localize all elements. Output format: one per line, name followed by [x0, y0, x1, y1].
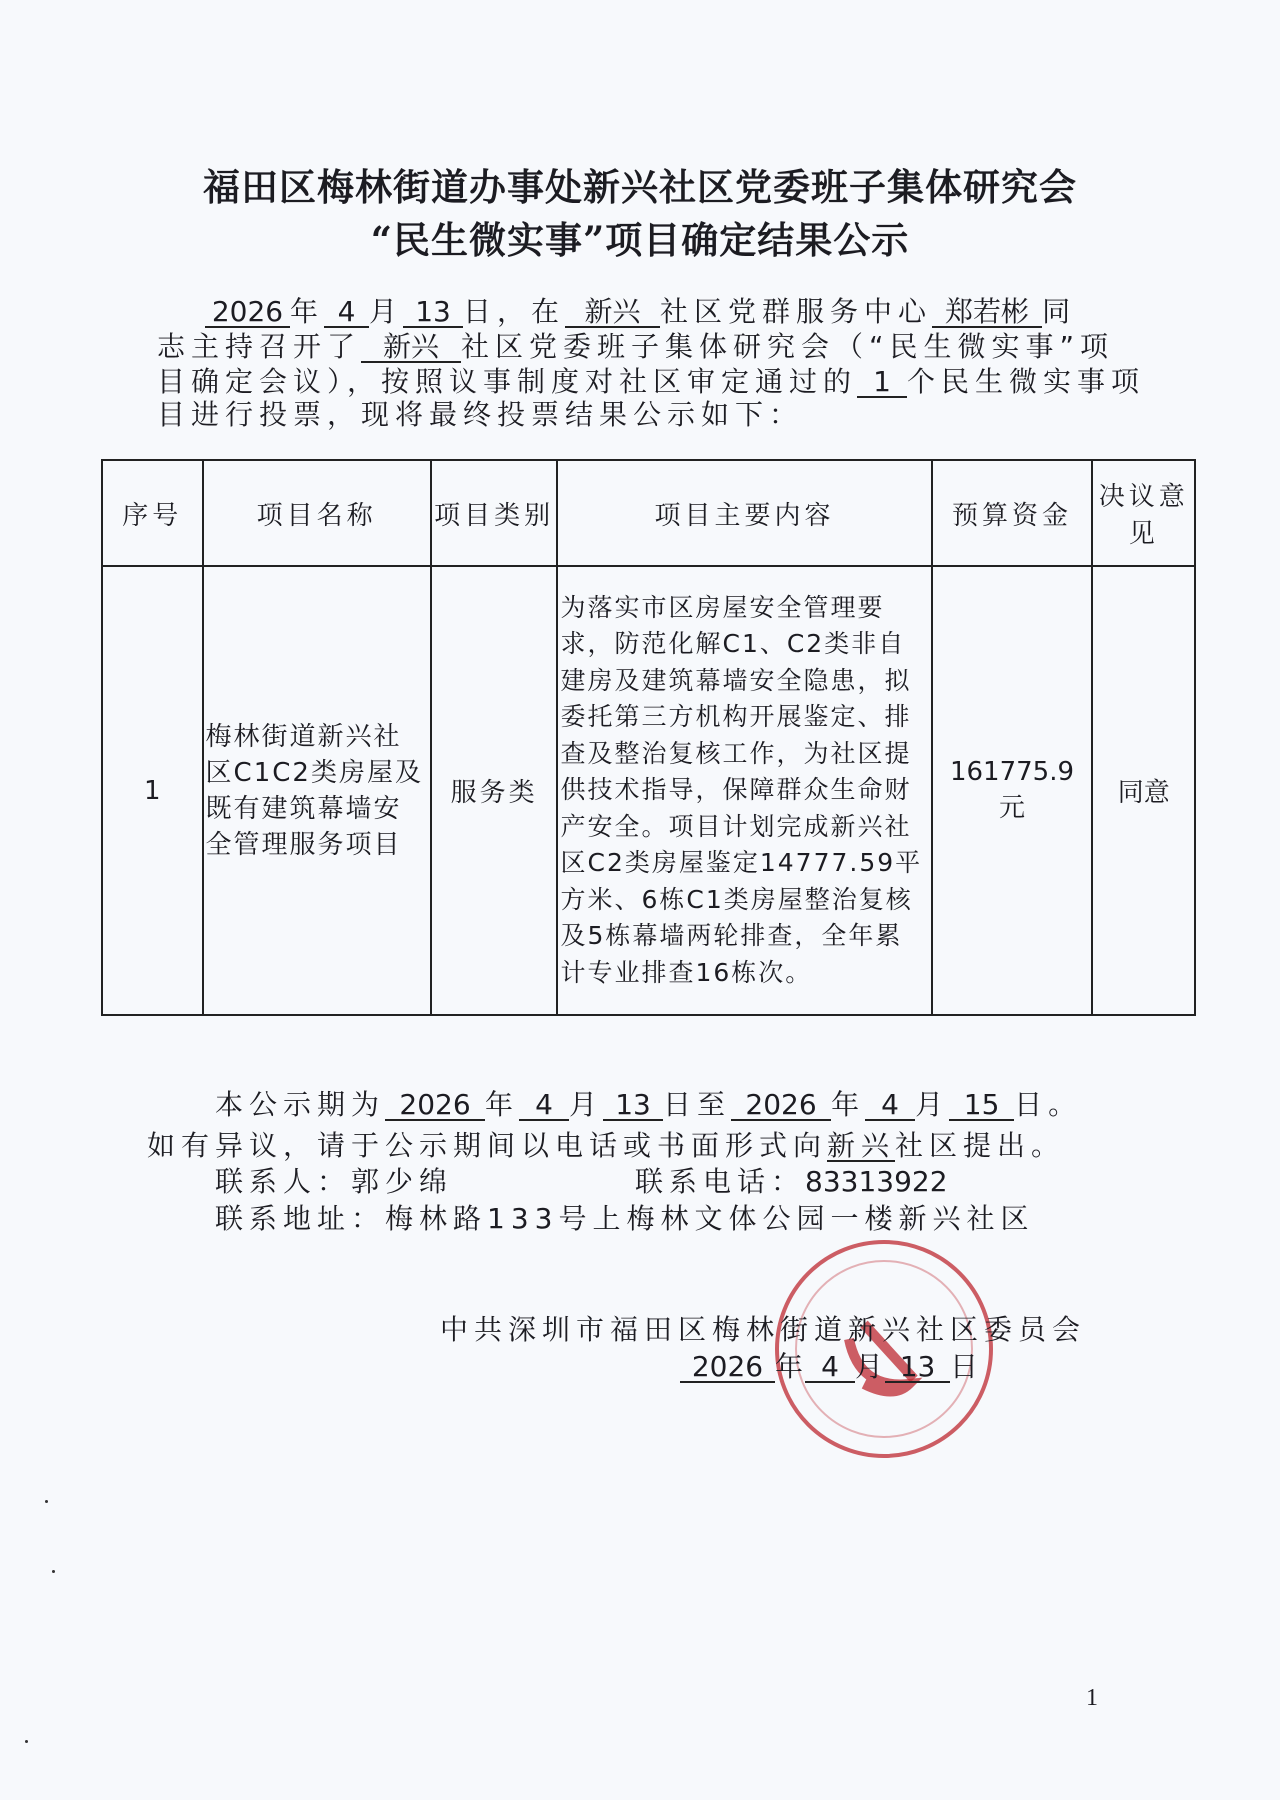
intro-line-4: 目进行投票，现将最终投票结果公示如下：	[157, 398, 804, 431]
scan-speck	[52, 1570, 55, 1573]
notice-objection	[147, 1124, 1065, 1164]
intro-line-2	[157, 325, 1114, 365]
cell-category: 服务类	[431, 566, 558, 1015]
meeting-month: 4	[324, 297, 369, 328]
header-index: 序号	[102, 460, 203, 566]
text: 社区党群服务中心	[660, 295, 933, 328]
host-name: 郑若彬	[932, 297, 1042, 328]
header-content: 项目主要内容	[557, 460, 931, 566]
objection-community: 新兴	[827, 1129, 896, 1162]
project-count: 1	[857, 367, 907, 398]
notice-period	[215, 1083, 1082, 1123]
text: 志主持召开了	[157, 330, 362, 363]
cell-content: 为落实市区房屋安全管理要求，防范化解C1、C2类非自建房及建筑幕墙安全隐患，拟委托第三方机构开展鉴定、排查及整治复核工作，为社区提供技术指导，保障群众生命财产安全。项目计划完成新兴社区C2类房屋鉴定14777.59平方米、6栋C1类房屋整治复核及5栋幕墙两轮排查，全年累计专业排查16栋次。	[557, 566, 931, 1015]
meeting-day: 13	[403, 297, 463, 328]
text: 本公示期为	[215, 1088, 386, 1121]
cell-index: 1	[102, 566, 203, 1015]
intro-line-1	[205, 290, 1076, 330]
cell-name: 梅林街道新兴社区C1C2类房屋及既有建筑幕墙安全管理服务项目	[203, 566, 431, 1015]
contact-person-label: 联系人：	[215, 1165, 352, 1198]
scan-speck	[45, 1500, 48, 1503]
contact-phone-label: 联系电话：	[635, 1165, 806, 1198]
text: 年	[485, 1088, 520, 1121]
end-year: 2026	[731, 1090, 831, 1121]
table-header-row	[102, 460, 1195, 566]
page-number: 1	[1086, 1685, 1098, 1711]
text: 如有异议，请于公示期间以电话或书面形式向	[147, 1129, 828, 1162]
start-month: 4	[519, 1090, 569, 1121]
cell-decision: 同意	[1092, 566, 1195, 1015]
text: 日至	[663, 1088, 732, 1121]
title-line-1: 福田区梅林街道办事处新兴社区党委班子集体研究会	[203, 165, 1077, 209]
text: 年	[831, 1088, 866, 1121]
text: 日。	[1014, 1088, 1083, 1121]
table-row	[102, 566, 1195, 1015]
contact-address-label: 联系地址：	[215, 1202, 386, 1235]
text: 日	[950, 1350, 981, 1383]
text: 月	[915, 1088, 950, 1121]
text: 月	[855, 1350, 886, 1383]
header-decision: 决议意见	[1092, 460, 1195, 566]
meeting-year: 2026	[205, 297, 290, 328]
end-day: 15	[949, 1090, 1014, 1121]
project-table	[101, 459, 1196, 1016]
signature-date	[680, 1345, 980, 1385]
text: 社区提出。	[895, 1129, 1066, 1162]
start-year: 2026	[385, 1090, 485, 1121]
contact-phone-value: 83313922	[805, 1165, 948, 1198]
signature-day: 13	[885, 1352, 950, 1383]
end-month: 4	[865, 1090, 915, 1121]
cell-budget: 161775.9 元	[932, 566, 1093, 1015]
contact-address-value: 梅林路133号上梅林文体公园一楼新兴社区	[385, 1202, 1035, 1235]
text: 月	[569, 1088, 604, 1121]
header-name: 项目名称	[203, 460, 431, 566]
signature-org: 中共深圳市福田区梅林街道新兴社区委员会	[440, 1313, 1087, 1346]
contact-address	[215, 1197, 1034, 1237]
text: 社区党委班子集体研究会（“民生微实事”项	[461, 330, 1115, 363]
community-name: 新兴	[565, 297, 660, 328]
text: 日，在	[463, 295, 566, 328]
text: 年	[290, 295, 325, 328]
text: 目确定会议），按照议事制度对社区审定通过的	[157, 365, 858, 398]
title-line-2: “民生微实事”项目确定结果公示	[370, 218, 910, 262]
contact-person	[215, 1160, 453, 1200]
header-category: 项目类别	[431, 460, 558, 566]
signature-month: 4	[805, 1352, 855, 1383]
text: 个民生微实事项	[907, 365, 1146, 398]
community-name: 新兴	[361, 332, 461, 363]
text: 年	[775, 1350, 806, 1383]
text: 同	[1042, 295, 1077, 328]
header-budget: 预算资金	[932, 460, 1093, 566]
text: 月	[369, 295, 404, 328]
signature-year: 2026	[680, 1352, 775, 1383]
contact-phone	[635, 1160, 948, 1200]
contact-person-value: 郭少绵	[351, 1165, 454, 1198]
scan-speck	[25, 1740, 28, 1743]
start-day: 13	[603, 1090, 663, 1121]
